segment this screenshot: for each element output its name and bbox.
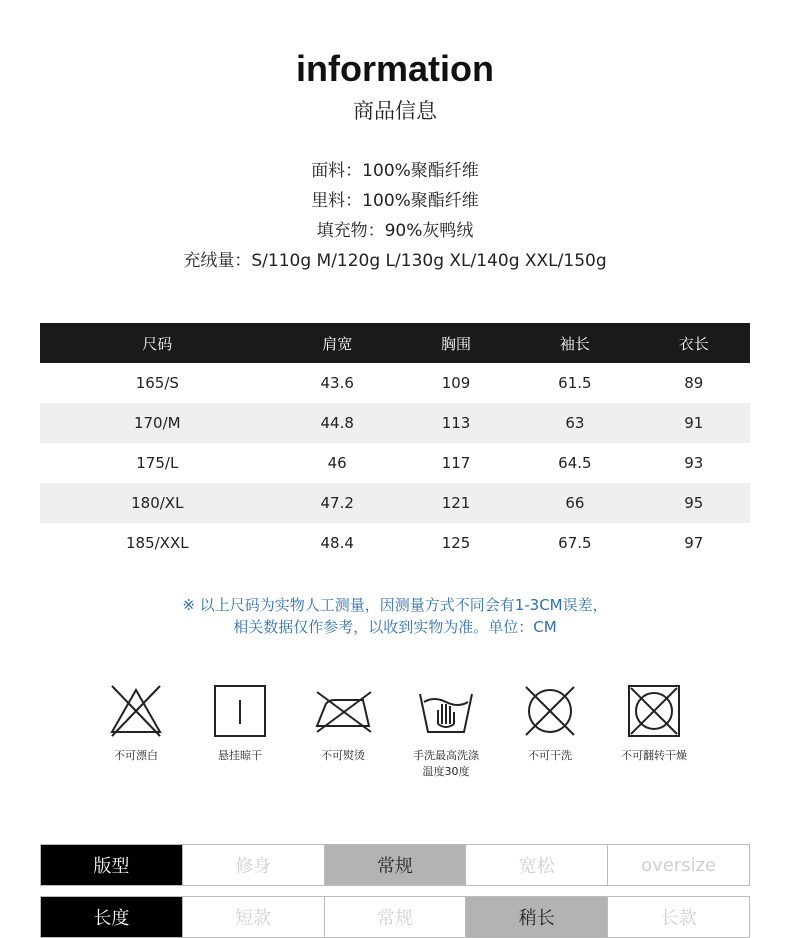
length-option-short: 短款 [183,897,325,937]
table-cell: 95 [637,483,750,523]
hand-wash-icon [416,684,476,738]
table-cell: 125 [441,534,471,552]
table-cell: 93 [684,454,704,472]
length-label: 长度 [41,897,183,937]
hang-dry-icon [212,684,268,738]
care-item-no-bleach [91,684,181,764]
fit-label: 版型 [41,845,183,885]
column-header: 胸围 [400,323,512,363]
table-cell: 165/S [135,374,179,392]
table-cell: 64.5 [558,454,592,472]
table-cell: 117 [441,454,471,472]
column-header: 衣长 [637,323,750,363]
spec-fabric: 面料：100%聚酯纤维 [311,161,479,181]
size-table [40,323,750,563]
table-row [40,443,750,483]
fit-option-loose: 宽松 [466,845,608,885]
care-item-no-tumble-dry [609,684,699,764]
material-specs [0,156,790,276]
table-row [40,483,750,523]
note-line: 相关数据仅作参考，以收到实物为准。单位：CM [233,618,557,636]
spec-fill-weight: 充绒量：S/110g M/120g L/130g XL/140g XXL/150g [183,251,607,271]
table-cell: 67.5 [558,534,592,552]
table-cell: 44.8 [275,403,400,443]
care-item-no-iron [298,684,388,764]
no-iron-icon [313,684,373,738]
length-option-regular: 常规 [325,897,467,937]
table-row [40,523,750,563]
table-cell: 180/XL [40,483,275,523]
fit-selector [40,844,750,886]
table-cell: 89 [684,374,704,392]
table-cell: 113 [400,403,512,443]
column-header: 袖长 [512,323,637,363]
no-bleach-icon [108,684,164,738]
table-cell: 63 [512,403,637,443]
page-title: information [296,48,494,89]
table-row [40,403,750,443]
care-label: 不可熨烫 [321,749,365,762]
measurement-note [0,594,790,638]
spec-lining: 里料：100%聚酯纤维 [311,191,479,211]
fit-option-slim: 修身 [183,845,325,885]
care-label: 不可翻转干燥 [621,749,687,762]
column-header: 肩宽 [275,323,400,363]
care-item-hang-dry [195,684,285,764]
length-option-slightly-long: 稍长 [466,897,608,937]
table-cell: 66 [512,483,637,523]
table-header-row [40,323,750,363]
table-cell: 109 [441,374,471,392]
length-option-long: 长款 [608,897,749,937]
note-line: ※ 以上尺码为实物人工测量，因测量方式不同会有1-3CM误差， [182,596,608,614]
table-cell: 61.5 [558,374,592,392]
no-tumble-dry-icon [626,684,682,738]
table-cell: 175/L [136,454,179,472]
page-subtitle: 商品信息 [353,99,437,123]
spec-filling: 填充物：90%灰鸭绒 [316,221,474,241]
table-cell: 121 [400,483,512,523]
table-cell: 48.4 [320,534,354,552]
fit-option-oversize: oversize [608,845,749,885]
care-label: 不可干洗 [528,749,572,762]
care-label: 悬挂晾干 [218,749,262,762]
table-cell: 43.6 [320,374,354,392]
table-cell: 47.2 [275,483,400,523]
care-item-no-dry-clean [505,684,595,764]
table-row [40,363,750,403]
fit-option-regular: 常规 [325,845,467,885]
care-label: 手洗最高洗涤温度30度 [413,749,479,778]
table-cell: 46 [327,454,347,472]
length-selector [40,896,750,938]
table-cell: 185/XXL [126,534,189,552]
table-cell: 170/M [40,403,275,443]
table-cell: 91 [637,403,750,443]
table-cell: 97 [684,534,704,552]
no-dry-clean-icon [522,684,578,738]
column-header: 尺码 [40,323,275,363]
care-label: 不可漂白 [114,749,158,762]
care-item-hand-wash [401,684,491,780]
